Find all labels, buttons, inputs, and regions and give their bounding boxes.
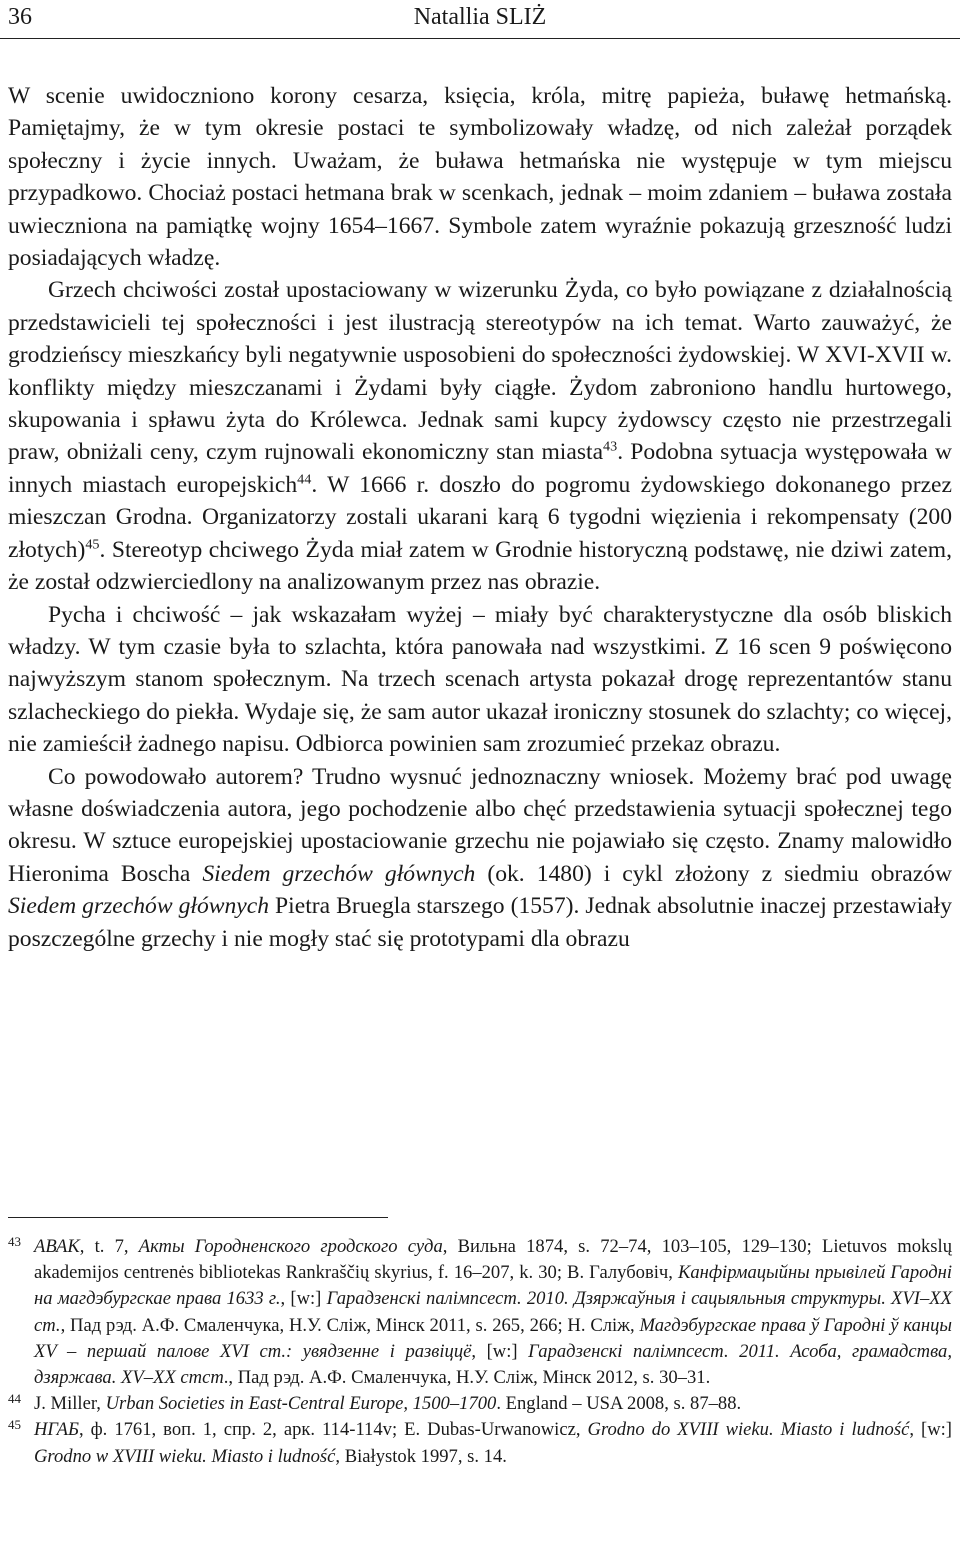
text-span: Grzech chciwości został upostaciowany w wizerunku Żyda, co było powiązane z działalnością przedstawicieli tej społeczności i jest ilustracją stereotypów na ich temat. Warto zauważyć, że grodzieńscy mieszkańcy byli negatywnie usposobieni do społeczności żydowskiej. W XVI-XVII w. konflikty między mieszczanami i Żydami były ciągłe. Żydom zabroniono handlu hurtowego, skupowania i spławu żyta do Królewca. Jednak sami kupcy żydowscy często nie przestrzegali praw, obniżali ceny, czym rujnowali ekonomiczny stan miasta <box>8 277 952 466</box>
page-number: 36 <box>8 4 32 30</box>
fn-text: , [w:] <box>471 1340 529 1362</box>
fn-text: , Вильна 1874, s. 72–74, 103–105, 129–130; Lietuvos mokslų akademijos centrenės biblіotekas Rankraščių skyrius, f. 16–207, k. 30; В. Галубовіч, <box>34 1236 952 1284</box>
fn-italic: Канфірмацыйны прывілей Гародні на магдэбургскае права 1633 г. <box>34 1262 952 1310</box>
fn-italic: АВАК <box>34 1236 80 1257</box>
fn-text: , [w:] <box>909 1419 952 1441</box>
fn-italic: Urban Societies in East-Central Europe, 1500–1700 <box>105 1393 497 1415</box>
fn-text: , ф. 1761, воп. 1, спр. 2, арк. 114-114v; E. Dubas-Urwanowicz, <box>78 1419 588 1441</box>
paragraph-1: W scenie uwidoczniono korony cesarza, księcia, króla, mitrę papieża, buławę hetmańską. Pamiętajmy, że w tym okresie postaci te symbolizowały władzę, od nich zależał porządek społeczny i życie innych. Uważam, że buława hetmańska nie występuje w tym miejscu przypadkowo. Chociaż postaci hetmana brak w scenkach, jednak – moim zdaniem – buława została uwieczniona na pamiątkę wojny 1654–1667. Symbole zatem wyraźnie pokazują grzeszność ludzi posiadających władzę. <box>8 83 952 272</box>
text-span: Co powodowało autorem? Trudno wysnuć jednoznaczny wniosek. Możemy brać pod uwagę własne doświadczenia autora, jego pochodzenie albo chęć przedstawienia sytuacji społecznej tego okresu. W sztuce europejskiej upostaciowanie grzechu nie pojawiało się często. Znamy malowidło Hieronima Boscha <box>8 763 952 887</box>
footnote-44 <box>8 1391 952 1417</box>
footnote-ref-45[interactable]: 45 <box>85 536 100 553</box>
page-header <box>0 0 960 40</box>
footnote-43 <box>8 1234 952 1391</box>
footnote-mark: 45 <box>8 1417 21 1433</box>
text-span: Pietra Bruegla starszego (1557). Jednak absolutnie inaczej przestawiały poszczególne grzechy i nie mogły stać się prototypami dla obrazu <box>8 893 952 952</box>
text-span: . Stereotyp chciwego Żyda miał zatem w Grodnie historyczną podstawę, nie dziwi zatem, że został odzwierciedlony na analizowanym przez nas obrazie. <box>8 536 952 596</box>
header-rule <box>0 38 960 39</box>
footnote-ref-43[interactable]: 43 <box>603 438 618 455</box>
main-text <box>8 80 952 955</box>
fn-text: , [w:] <box>280 1288 327 1310</box>
footnote-45 <box>8 1417 952 1469</box>
text-span: . Podobna sytuacja występowała w innych miastach europejskich <box>8 439 952 498</box>
fn-italic: Магдэбургскае права ў Гародні ў канцы XV – першай палове XVI ст.: увядзенне і развіццё <box>34 1314 953 1362</box>
text-span: (ok. 1480) i cykl złożony z siedmiu obrazów <box>475 860 953 887</box>
fn-text: , Пад рэд. А.Ф. Смаленчука, Н.У. Сліж, Мінск 2011, s. 265, 266; Н. Сліж, <box>60 1314 640 1336</box>
footnote-mark: 44 <box>8 1391 21 1407</box>
fn-italic: Гарадзенскі палімпсест. 2010. Дзяржаўныя і сацыяльныя структуры. XVI–XX ст. <box>34 1288 952 1336</box>
running-head: Natallia SLIŻ <box>413 4 547 30</box>
text-span: . W 1666 r. doszło do pogromu żydowskiego dokonanego przez mieszczan Grodna. Organizatorzy zostali ukarani karą 6 tygodni więzienia i rekompensaty (200 złotych) <box>8 471 952 563</box>
fn-text: . England – USA 2008, s. 87–88. <box>496 1393 742 1415</box>
fn-text: , Białystok 1997, s. 14. <box>335 1445 507 1467</box>
footnotes <box>8 1234 952 1470</box>
footnote-separator <box>8 1217 388 1218</box>
artwork-title: Siedem grzechów głównych <box>8 893 270 920</box>
fn-italic: Акты Городненского гродского суда <box>138 1236 443 1257</box>
fn-italic: Grodno w XVIII wieku. Miasto i ludność <box>34 1445 336 1467</box>
fn-italic: НГАБ <box>34 1419 79 1441</box>
fn-text: J. Miller, <box>34 1393 106 1415</box>
footnote-mark: 43 <box>8 1234 21 1249</box>
footnote-ref-44[interactable]: 44 <box>297 471 312 488</box>
paragraph-4 <box>8 761 952 955</box>
fn-italic: Гарадзенскі палімпсест. 2011. Асоба, грамадства, дзяржава. XV–XX стст <box>34 1340 952 1389</box>
fn-text: , t. 7, <box>79 1236 139 1257</box>
fn-text: ., Пад рэд. А.Ф. Смаленчука, Н.У. Сліж, Мінск 2012, s. 30–31. <box>223 1367 711 1389</box>
artwork-title: Siedem grzechów głównych <box>202 860 476 887</box>
fn-italic: Grodno do XVIII wieku. Miasto i ludność <box>587 1419 910 1441</box>
paragraph-2 <box>8 274 952 598</box>
paragraph-3: Pycha i chciwość – jak wskazałam wyżej – miały być charakterystyczne dla osób bliskich władzy. W tym czasie była to szlachta, która panowała nad wszystkimi. Z 16 scen 9 poświęcono najwyższym stanom społecznym. Na trzech scenach artysta pokazał drogę reprezentantów stanu szlacheckiego do piekła. Wydaje się, że sam autor ukazał ironiczny stosunek do szlachty; co więcej, nie zamieścił żadnego napisu. Odbiorca powinien sam zrozumieć przekaz obrazu. <box>8 601 952 758</box>
